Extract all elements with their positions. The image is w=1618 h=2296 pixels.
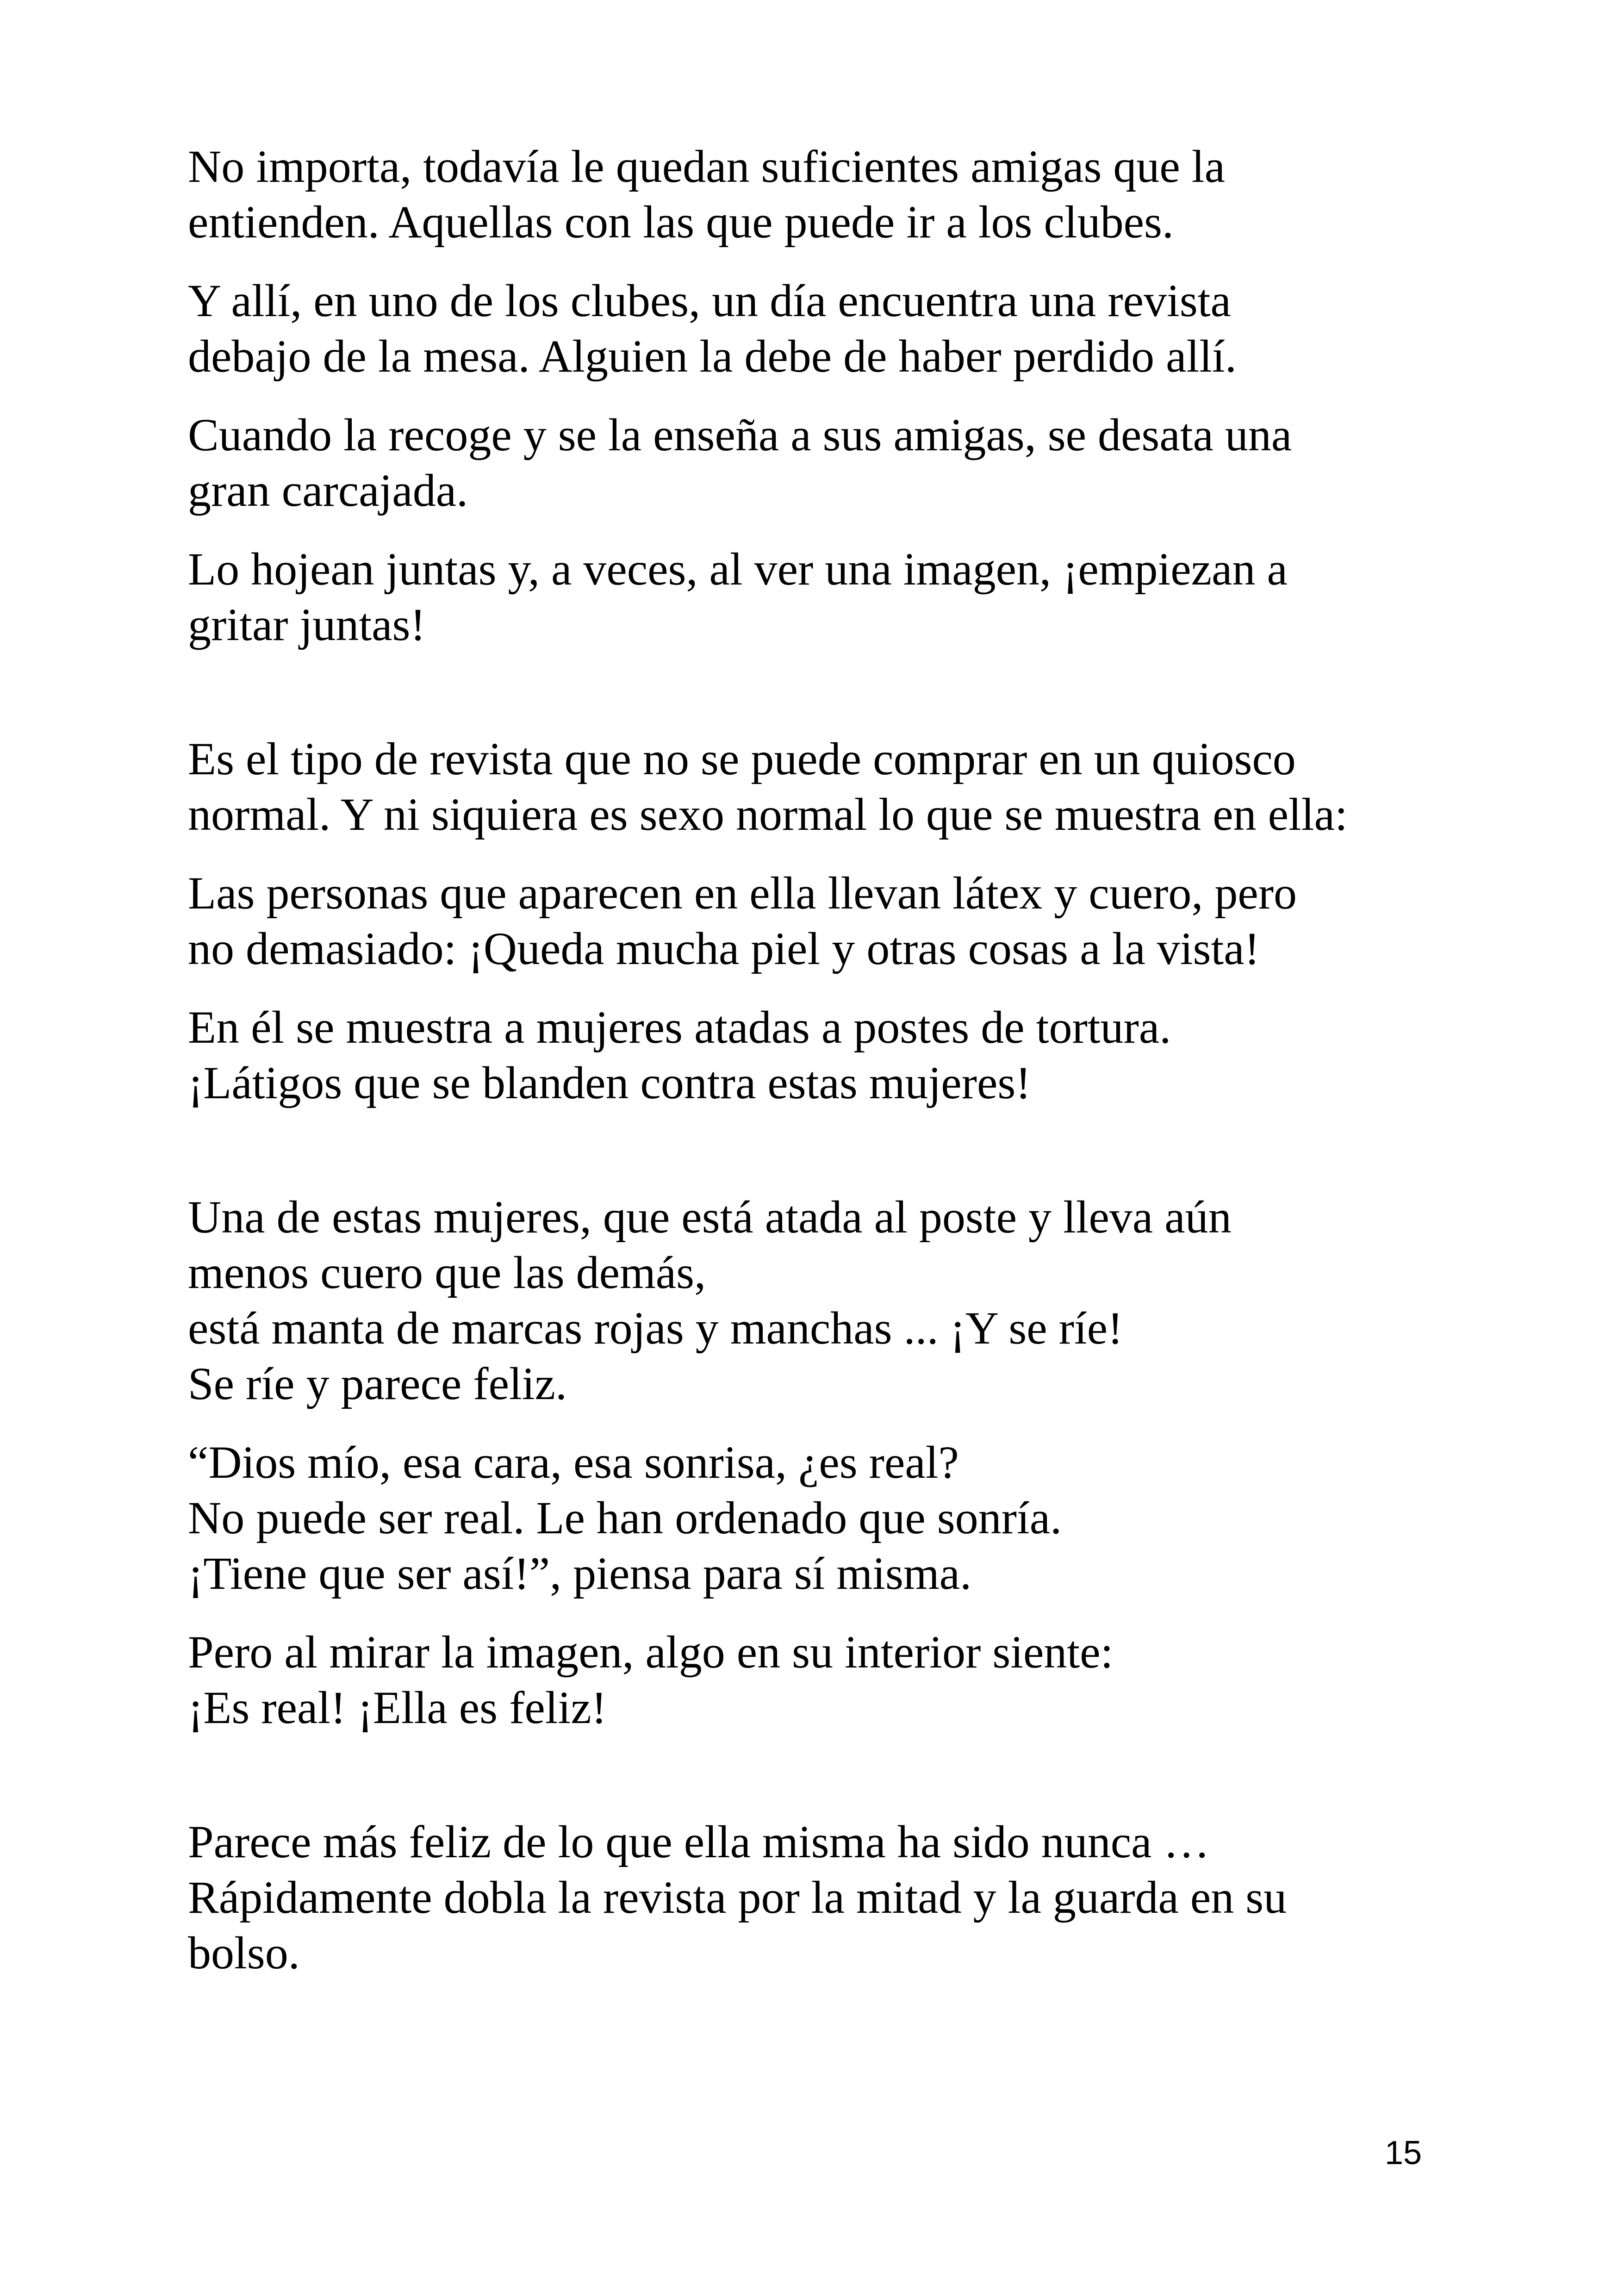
text-line: Pero al mirar la imagen, algo en su interior siente: bbox=[188, 1626, 1114, 1678]
text-line: gritar juntas! bbox=[188, 599, 426, 650]
text-line: entienden. Aquellas con las que puede ir a los clubes. bbox=[188, 196, 1174, 248]
text-line: No puede ser real. Le han ordenado que sonría. bbox=[188, 1492, 1062, 1543]
text-line: Y allí, en uno de los clubes, un día encuentra una revista bbox=[188, 275, 1231, 326]
text-line: Una de estas mujeres, que está atada al poste y lleva aún bbox=[188, 1191, 1232, 1243]
text-line: ¡Tiene que ser así!”, piensa para sí misma. bbox=[188, 1548, 972, 1599]
text-line: ¡Es real! ¡Ella es feliz! bbox=[188, 1682, 607, 1733]
text-line: debajo de la mesa. Alguien la debe de haber perdido allí. bbox=[188, 330, 1237, 382]
text-line: Es el tipo de revista que no se puede comprar en un quiosco bbox=[188, 733, 1296, 784]
text-line: bolso. bbox=[188, 1927, 300, 1979]
page-number: 15 bbox=[1385, 2134, 1422, 2172]
text-line: normal. Y ni siquiera es sexo normal lo que se muestra en ella: bbox=[188, 789, 1348, 840]
text-line: Las personas que aparecen en ella llevan látex y cuero, pero bbox=[188, 867, 1297, 919]
text-line: Parece más feliz de lo que ella misma ha sido nunca … bbox=[188, 1816, 1210, 1867]
text-line: “Dios mío, esa cara, esa sonrisa, ¿es real? bbox=[188, 1437, 959, 1488]
text-line: ¡Látigos que se blanden contra estas mujeres! bbox=[188, 1057, 1031, 1108]
text-line: Cuando la recoge y se la enseña a sus amigas, se desata una bbox=[188, 409, 1292, 460]
text-line: En él se muestra a mujeres atadas a postes de tortura. bbox=[188, 1002, 1171, 1053]
text-line: menos cuero que las demás, bbox=[188, 1247, 706, 1298]
text-line: No importa, todavía le quedan suficientes amigas que la bbox=[188, 141, 1225, 192]
text-line: Lo hojean juntas y, a veces, al ver una imagen, ¡empiezan a bbox=[188, 543, 1288, 595]
text-line: Rápidamente dobla la revista por la mitad y la guarda en su bbox=[188, 1872, 1287, 1923]
text-line: gran carcajada. bbox=[188, 465, 468, 516]
text-line: no demasiado: ¡Queda mucha piel y otras cosas a la vista! bbox=[188, 923, 1260, 974]
text-line: Se ríe y parece feliz. bbox=[188, 1358, 567, 1409]
text-line: está manta de marcas rojas y manchas ... ¡Y se ríe! bbox=[188, 1302, 1123, 1354]
